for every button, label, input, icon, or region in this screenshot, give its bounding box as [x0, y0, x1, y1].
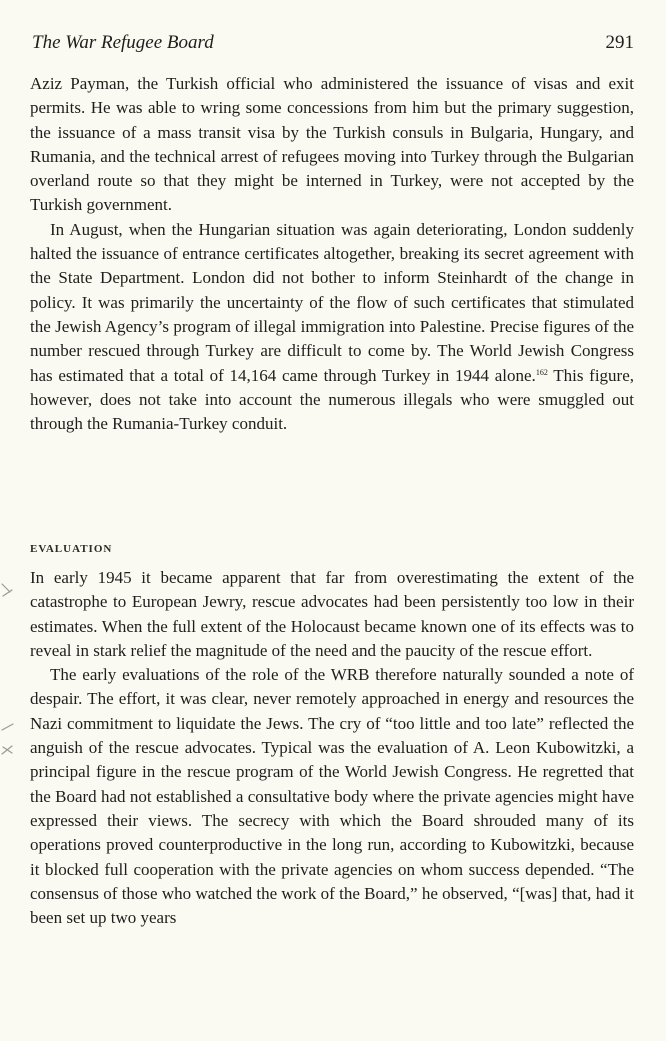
paragraph-text: This figure, however, does not take into account the numerous illegals who were smuggled out through the Rumania-Turkey conduit.	[30, 365, 635, 434]
paragraph-with-note	[30, 218, 634, 437]
paragraph: Aziz Payman, the Turkish official who administered the issuance of visas and exit permits. He was able to wring some concessions from him but the primary suggestion, the issuance of a mass transit visa by the Turkish consuls in Bulgaria, Hungary, and Rumania, and the technical arrest of refugees moving into Turkey through the Bulgarian overland route so that they might be interned in Turkey, were not accepted by the Turkish government.	[30, 74, 634, 215]
page-number: 291	[605, 32, 634, 53]
pencil-margin-mark	[0, 578, 18, 618]
pencil-margin-mark	[0, 722, 18, 762]
paragraph: In early 1945 it became apparent that far from overestimating the extent of the catastrophe to European Jewry, rescue advocates had been persistently too low in their estimates. When the full extent of the Holocaust became known one of its effects was to reveal in stark relief the magnitude of the need and the paucity of the rescue effort.	[30, 568, 634, 660]
running-title: The War Refugee Board	[32, 32, 214, 53]
footnote-marker: 162	[535, 367, 548, 377]
text-block-bottom	[30, 566, 634, 930]
text-block-top	[30, 72, 634, 436]
paragraph: The early evaluations of the role of the WRB therefore naturally sounded a note of despair. The effort, it was clear, never remotely approached in energy and resources the Nazi commitment to liquidate the Jews. The cry of “too little and too late” reflected the anguish of the rescue advocates. Typical was the evaluation of A. Leon Kubowitzki, a principal figure in the rescue program of the World Jewish Congress. He regretted that the Board had not established a consultative body where the private agencies might have expressed their views. The secrecy with which the Board shrouded many of its operations proved counterproductive in the long run, according to Kubowitzki, because it blocked full cooperation with the private agencies on whom success depended. “The consensus of those who watched the work of the Board,” he observed, “[was] that, had it been set up two years	[30, 665, 634, 928]
paragraph-text: In August, when the Hungarian situation was again deteriorating, London suddenly halted the issuance of entrance certificates altogether, breaking its secret agreement with the State Department. London did not bother to inform Steinhardt of the change in policy. It was primarily the uncertainty of the flow of such certificates that stimulated the Jewish Agency’s program of illegal immigration into Palestine. Precise figures of the number rescued through Turkey are difficult to come by. The World Jewish Congress has estimated that a total of 14,164 came through Turkey in 1944 alone.	[30, 219, 634, 385]
section-heading: EVALUATION	[30, 543, 113, 555]
running-head	[32, 32, 634, 56]
